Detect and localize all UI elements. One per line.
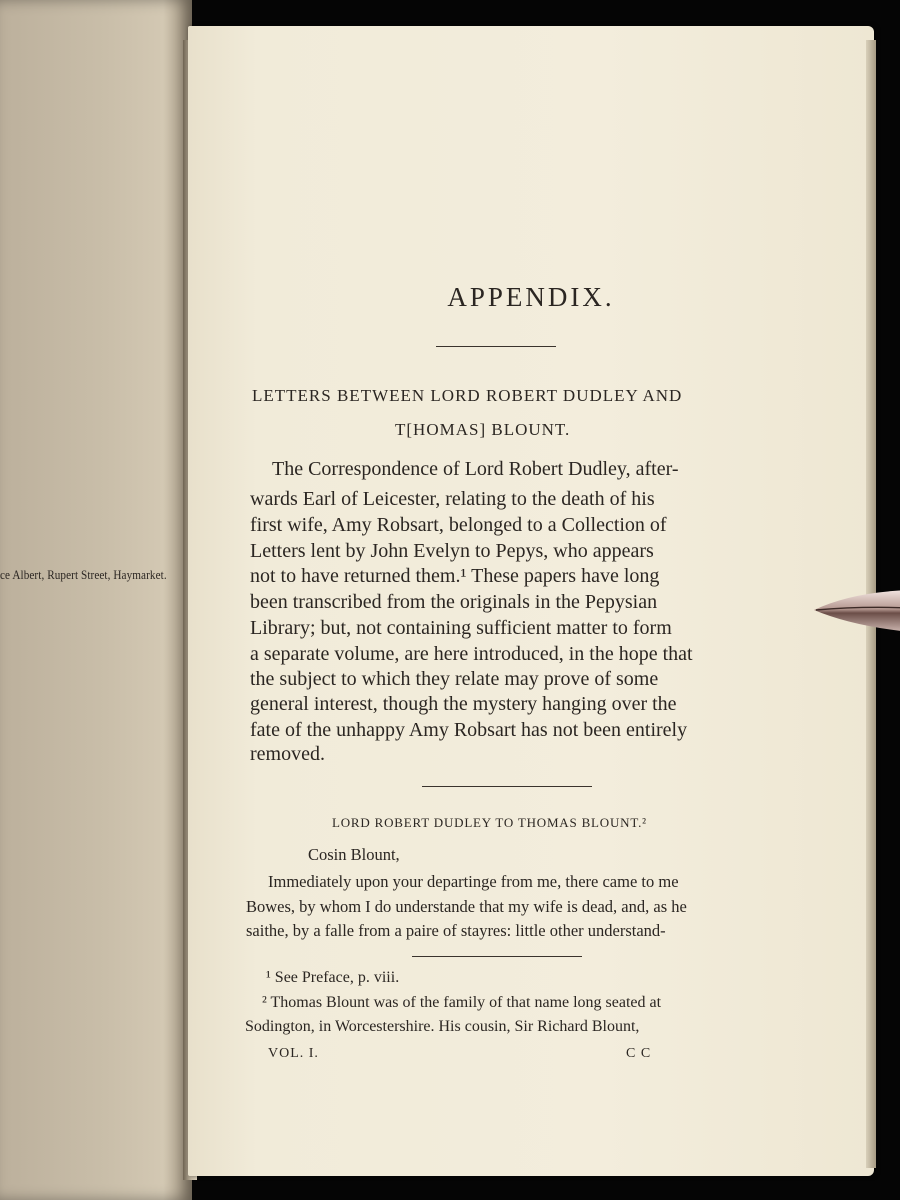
left-page — [0, 0, 192, 1200]
footer-signature: C C — [626, 1046, 652, 1061]
letter-line-1: Immediately upon your departinge from me, there came to me — [268, 872, 679, 891]
body-line-8: a separate volume, are here introduced, in the hope that — [250, 643, 693, 665]
body-line-2: wards Earl of Leicester, relating to the death of his — [250, 488, 655, 510]
footnote-1: ¹ See Preface, p. viii. — [266, 969, 400, 986]
pen-nib-icon — [812, 586, 900, 636]
section-title-line-1: LETTERS BETWEEN LORD ROBERT DUDLEY AND — [252, 386, 683, 405]
footnote-rule — [412, 956, 582, 957]
section-rule — [422, 786, 592, 787]
section-title-line-2: T[HOMAS] BLOUNT. — [395, 420, 571, 439]
body-line-7: Library; but, not containing sufficient matter to form — [250, 617, 672, 639]
body-line-6: been transcribed from the originals in the Pepysian — [250, 591, 658, 613]
footnote-3: Sodington, in Worcestershire. His cousin, Sir Richard Blount, — [245, 1018, 640, 1035]
letter-salutation: Cosin Blount, — [308, 845, 400, 864]
body-line-1: The Correspondence of Lord Robert Dudley, after- — [272, 458, 679, 480]
page-title: APPENDIX. — [447, 282, 615, 312]
body-line-11: fate of the unhappy Amy Robsart has not been entirely — [250, 719, 688, 741]
left-page-imprint: ce Albert, Rupert Street, Haymarket. — [0, 567, 167, 582]
body-line-5: not to have returned them.¹ These papers have long — [250, 565, 660, 587]
title-rule — [436, 346, 556, 347]
letter-heading: LORD ROBERT DUDLEY TO THOMAS BLOUNT.² — [332, 815, 647, 830]
footer-volume: VOL. I. — [268, 1046, 319, 1061]
body-line-4: Letters lent by John Evelyn to Pepys, who appears — [250, 540, 654, 562]
body-line-3: first wife, Amy Robsart, belonged to a Collection of — [250, 514, 667, 536]
footnote-2: ² Thomas Blount was of the family of that name long seated at — [262, 994, 662, 1011]
body-line-9: the subject to which they relate may prove of some — [250, 668, 659, 690]
body-line-12: removed. — [250, 743, 325, 765]
body-line-10: general interest, though the mystery hanging over the — [250, 693, 677, 715]
letter-line-3: saithe, by a falle from a paire of stayres: little other understand- — [246, 921, 666, 940]
letter-line-2: Bowes, by whom I do understande that my wife is dead, and, as he — [246, 897, 687, 916]
